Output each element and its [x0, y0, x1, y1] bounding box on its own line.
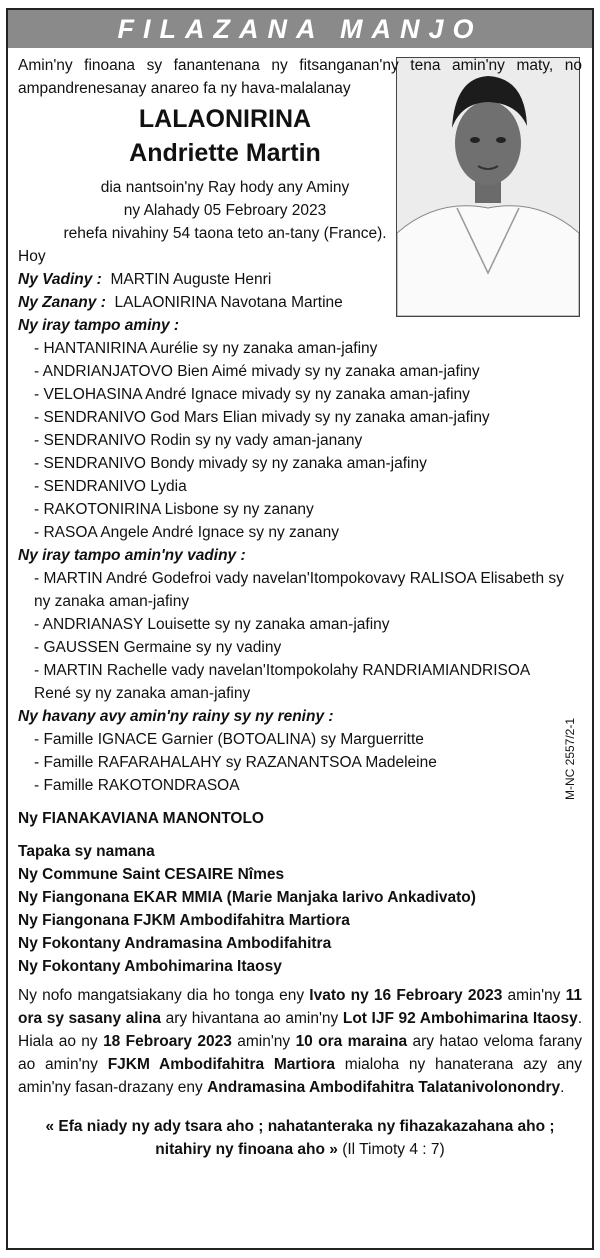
- quote-reference: (Il Timoty 4 : 7): [337, 1140, 445, 1158]
- announcement-text: mialoha ny hanaterana azy any amin'ny fasan-drazany eny: [18, 1056, 582, 1096]
- vigil-location: Lot IJF 92 Ambohimarina Itaosy: [342, 1010, 578, 1027]
- death-line: rehefa nivahiny 54 taona teto an-tany (France).: [63, 225, 387, 242]
- quote-text: « Efa niady ny ady tsara aho ; nahatanteraka ny fihazakazahana aho ; nitahiry ny finoana aho »: [45, 1117, 555, 1158]
- organization-item: Ny Fokontany Ambohimarina Itaosy: [18, 958, 282, 975]
- list-item: - SENDRANIVO God Mars Elian mivady sy ny zanaka aman-jafiny: [34, 409, 490, 426]
- organizations-list: [18, 840, 582, 978]
- death-details: [0, 176, 582, 245]
- list-item-continued: René sy ny zanaka aman-jafiny: [34, 685, 251, 702]
- children-name: LALAONIRINA Navotana Martine: [114, 294, 343, 311]
- intro-text: Amin'ny finoana sy fanantenana ny fitsanganan'ny tena amin'ny maty, no ampandrenesanay anareo fa ny hava-malalanay: [18, 57, 582, 97]
- death-line: dia nantsoin'ny Ray hody any Aminy: [100, 179, 350, 196]
- spouse-siblings-label: Ny iray tampo amin'ny vadiny :: [18, 547, 246, 564]
- list-item: - Famille RAFARAHALAHY sy RAZANANTSOA Madeleine: [34, 754, 437, 771]
- announcement-text: . Hiala ao ny: [18, 1010, 583, 1050]
- list-item: - Famille RAKOTONDRASOA: [34, 777, 240, 794]
- church-name: FJKM Ambodifahitra Martiora: [107, 1056, 336, 1073]
- family-line: Ny FIANAKAVIANA MANONTOLO: [18, 810, 264, 827]
- list-item: - GAUSSEN Germaine sy ny vadiny: [34, 639, 282, 656]
- siblings-list: [18, 337, 582, 544]
- list-item: - MARTIN André Godefroi vady navelan'Itompokovavy RALISOA Elisabeth sy: [34, 570, 564, 587]
- deceased-given-name: Andriette Martin: [129, 139, 321, 167]
- obituary-notice: [6, 8, 594, 1250]
- organization-item: Ny Commune Saint CESAIRE Nîmes: [18, 866, 285, 883]
- bible-quote: [18, 1115, 582, 1161]
- notice-body: [18, 54, 582, 1161]
- announcement-text: ary hatao veloma farany ao amin'ny: [18, 1033, 582, 1073]
- list-item: - SENDRANIVO Bondy mivady sy ny zanaka aman-jafiny: [34, 455, 427, 472]
- organization-item: Tapaka sy namana: [18, 843, 155, 860]
- arrival-date: Ivato ny 16 Febroary 2023: [309, 987, 503, 1004]
- arrival-time: 11 ora sy sasany alina: [18, 987, 582, 1027]
- banner-title: FILAZANA MANJO: [8, 10, 592, 48]
- list-item: - MARTIN Rachelle vady navelan'Itompokolahy RANDRIAMIANDRISOA: [34, 662, 531, 679]
- list-item: - Famille IGNACE Garnier (BOTOALINA) sy Marguerritte: [34, 731, 424, 748]
- organization-item: Ny Fiangonana FJKM Ambodifahitra Martiora: [18, 912, 350, 929]
- list-item: - SENDRANIVO Lydia: [34, 478, 187, 495]
- spouse-line: [18, 268, 582, 291]
- announcement-text: Ny nofo mangatsiakany dia ho tonga eny: [18, 987, 310, 1004]
- funeral-announcement: [18, 984, 582, 1099]
- deceased-surname: LALAONIRINA: [138, 105, 312, 133]
- list-item: - RASOA Angele André Ignace sy ny zanany: [34, 524, 340, 541]
- spouse-label: Ny Vadiny :: [18, 271, 102, 288]
- children-label: Ny Zanany :: [18, 294, 106, 311]
- announcement-text: ary hivantana ao amin'ny: [161, 1010, 343, 1027]
- organization-item: Ny Fiangonana EKAR MMIA (Marie Manjaka Iarivo Ankadivato): [18, 889, 476, 906]
- children-line: [18, 291, 582, 314]
- list-item: - ANDRIANJATOVO Bien Aimé mivady sy ny zanaka aman-jafiny: [34, 363, 480, 380]
- departure-date: 18 Febroary 2023: [103, 1033, 232, 1050]
- list-item-continued: ny zanaka aman-jafiny: [34, 593, 190, 610]
- announcement-text: .: [560, 1079, 565, 1096]
- departure-time: 10 ora maraina: [295, 1033, 408, 1050]
- announcement-text: amin'ny: [231, 1033, 296, 1050]
- list-item: - SENDRANIVO Rodin sy ny vady aman-janany: [34, 432, 363, 449]
- announcement-text: amin'ny: [502, 987, 566, 1004]
- list-item: - VELOHASINA André Ignace mivady sy ny zanaka aman-jafiny: [34, 386, 470, 403]
- hoy-label: Hoy: [18, 248, 46, 265]
- list-item: - ANDRIANASY Louisette sy ny zanaka aman-jafiny: [34, 616, 390, 633]
- list-item: - HANTANIRINA Aurélie sy ny zanaka aman-jafiny: [34, 340, 378, 357]
- reference-code: M-NC 2557/2-1: [563, 717, 577, 800]
- relatives-list: [18, 728, 582, 797]
- spouse-name: MARTIN Auguste Henri: [110, 271, 272, 288]
- organization-item: Ny Fokontany Andramasina Ambodifahitra: [18, 935, 332, 952]
- relatives-label: Ny havany avy amin'ny rainy sy ny reniny :: [18, 708, 334, 725]
- death-line: ny Alahady 05 Febroary 2023: [123, 202, 327, 219]
- spouse-siblings-list: [18, 567, 582, 705]
- siblings-label: Ny iray tampo aminy :: [18, 317, 180, 334]
- list-item: - RAKOTONIRINA Lisbone sy ny zanany: [34, 501, 314, 518]
- burial-location: Andramasina Ambodifahitra Talatanivolonondry: [207, 1079, 561, 1096]
